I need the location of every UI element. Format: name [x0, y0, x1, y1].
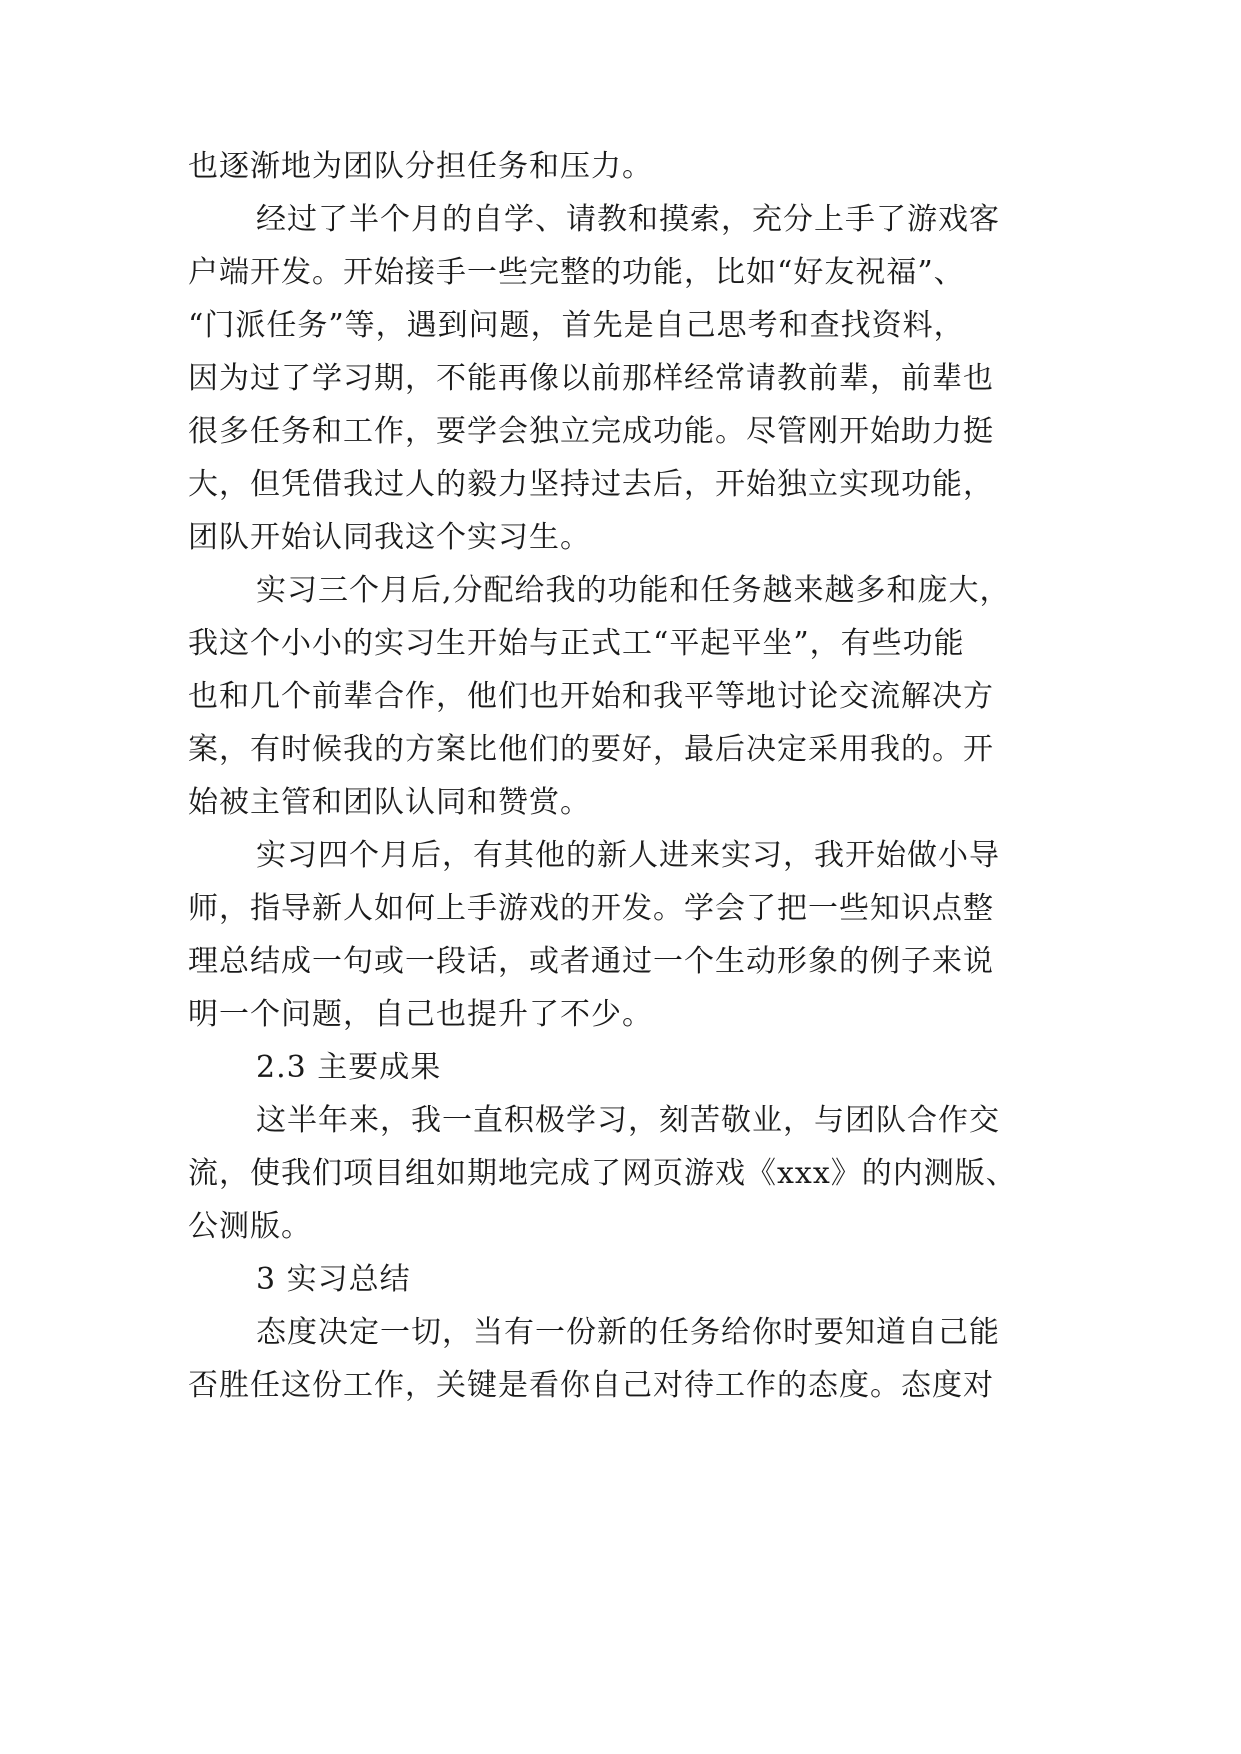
text-line: 户端开发。开始接手一些完整的功能，比如“好友祝福”、: [188, 255, 965, 290]
text-line: 公测版。: [188, 1209, 312, 1244]
section-heading: 2.3 主要成果: [256, 1050, 442, 1085]
paragraph-start-line: 实习四个月后，有其他的新人进来实习，我开始做小导: [256, 838, 1000, 873]
text-line: 因为过了学习期，不能再像以前那样经常请教前辈，前辈也: [188, 361, 994, 396]
text-line: 也和几个前辈合作，他们也开始和我平等地讨论交流解决方: [188, 679, 994, 714]
text-line: 团队开始认同我这个实习生。: [188, 520, 591, 555]
text-line: 流，使我们项目组如期地完成了网页游戏《xxx》的内测版、: [188, 1156, 1017, 1191]
text-line: 明一个问题，自己也提升了不少。: [188, 997, 653, 1032]
paragraph-start-line: 实习三个月后,分配给我的功能和任务越来越多和庞大，: [256, 573, 1011, 608]
text-line: 大，但凭借我过人的毅力坚持过去后，开始独立实现功能，: [188, 467, 994, 502]
text-line: 始被主管和团队认同和赞赏。: [188, 785, 591, 820]
section-heading: 3 实习总结: [256, 1262, 411, 1297]
text-line: 很多任务和工作，要学会独立完成功能。尽管刚开始助力挺: [188, 414, 994, 449]
text-line: “门派任务”等，遇到问题，首先是自己思考和查找资料，: [188, 308, 965, 343]
paragraph-start-line: 这半年来，我一直积极学习，刻苦敬业，与团队合作交: [256, 1103, 1000, 1138]
text-line: 也逐渐地为团队分担任务和压力。: [188, 149, 653, 184]
paragraph-start-line: 经过了半个月的自学、请教和摸索，充分上手了游戏客: [256, 202, 1000, 237]
text-line: 我这个小小的实习生开始与正式工“平起平坐”，有些功能: [188, 626, 965, 661]
text-line: 案，有时候我的方案比他们的要好，最后决定采用我的。开: [188, 732, 994, 767]
text-line: 理总结成一句或一段话，或者通过一个生动形象的例子来说: [188, 944, 994, 979]
text-line: 师，指导新人如何上手游戏的开发。学会了把一些知识点整: [188, 891, 994, 926]
paragraph-start-line: 态度决定一切，当有一份新的任务给你时要知道自己能: [256, 1315, 1000, 1350]
text-line: 否胜任这份工作，关键是看你自己对待工作的态度。态度对: [188, 1368, 994, 1403]
